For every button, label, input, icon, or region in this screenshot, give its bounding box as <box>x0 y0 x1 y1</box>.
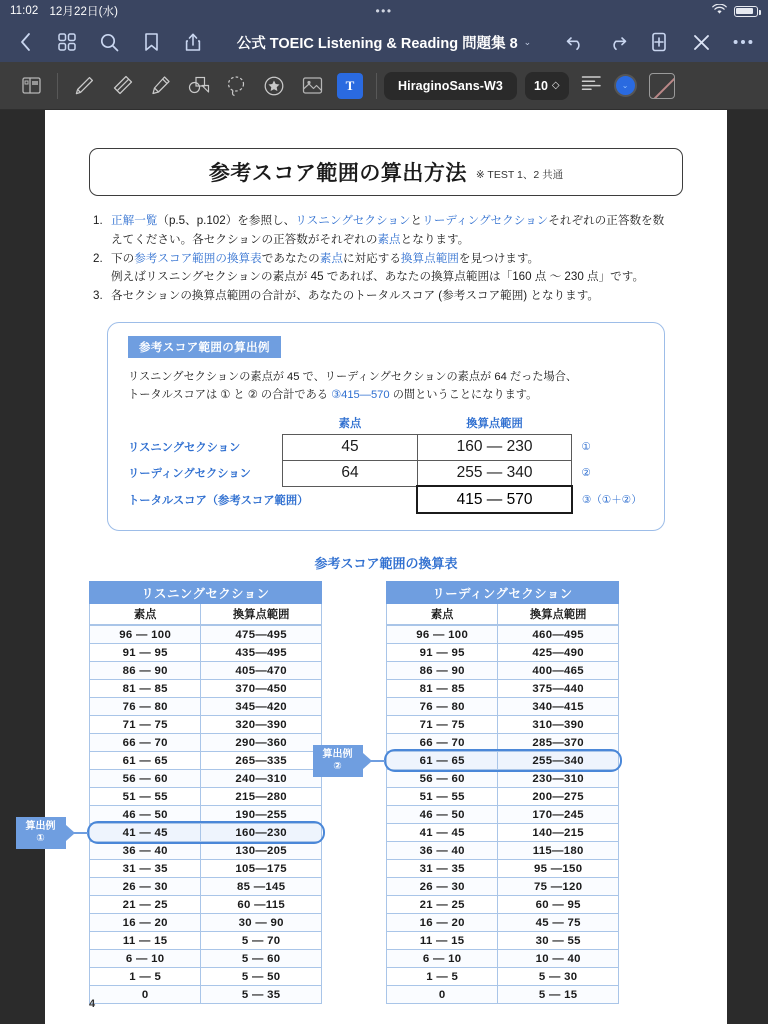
reading-raw-score: 51 — 55 <box>387 788 498 806</box>
reading-row <box>387 788 619 806</box>
document-title[interactable] <box>237 32 531 53</box>
listening-raw-score: 0 <box>90 986 201 1004</box>
listening-raw-score: 41 — 45 <box>90 824 201 842</box>
example-line2-pre: トータルスコアは ① と ② の合計である <box>128 389 332 402</box>
instruction-step-number: 3. <box>93 289 103 303</box>
reading-raw-score: 76 — 80 <box>387 698 498 716</box>
thumbnails-icon[interactable] <box>56 31 78 53</box>
align-left-icon[interactable] <box>581 75 602 96</box>
listening-scaled-range: 85 —145 <box>201 878 322 896</box>
reading-row <box>387 842 619 860</box>
instruction-line <box>111 250 683 269</box>
more-icon[interactable] <box>732 31 754 53</box>
reading-row <box>387 734 619 752</box>
status-bar-center: ••• <box>375 4 393 18</box>
listening-raw-score: 81 — 85 <box>90 680 201 698</box>
page-title-note: ※ TEST 1、2 共通 <box>475 169 564 181</box>
reading-row <box>387 896 619 914</box>
listening-scaled-range: 5 — 50 <box>201 968 322 986</box>
listening-row <box>90 896 322 914</box>
nav-bar <box>0 22 768 62</box>
example-row-total <box>128 486 644 513</box>
listening-scaled-range: 5 — 35 <box>201 986 322 1004</box>
instruction-text: であなたの <box>261 251 320 265</box>
listening-row <box>90 842 322 860</box>
page-title: 参考スコア範囲の算出方法 <box>208 162 467 185</box>
instruction-text: に対応する <box>342 251 401 265</box>
document-canvas[interactable] <box>0 110 768 1024</box>
listening-raw-score: 26 — 30 <box>90 878 201 896</box>
reading-row <box>387 968 619 986</box>
listening-raw-score: 96 — 100 <box>90 626 201 644</box>
redo-icon[interactable] <box>606 31 628 53</box>
reading-raw-score: 86 — 90 <box>387 662 498 680</box>
reading-scaled-range: 340—415 <box>498 698 619 716</box>
status-bar <box>0 0 768 22</box>
instruction-text: 各セクションの換算点範囲の合計が、あなたのトータルスコア (参考スコア範囲) となります。 <box>111 289 600 303</box>
listening-callout-connector <box>74 832 88 834</box>
reading-raw-score: 11 — 15 <box>387 932 498 950</box>
listening-scaled-range: 475—495 <box>201 626 322 644</box>
example-row-listening <box>128 434 644 460</box>
listening-table <box>89 581 322 1004</box>
instruction-keyword: 素点 <box>377 232 401 246</box>
reading-callout-tag <box>313 745 363 777</box>
listening-row <box>90 698 322 716</box>
instruction-keyword: 換算点範囲 <box>400 251 459 265</box>
listening-raw-score: 46 — 50 <box>90 806 201 824</box>
listening-scaled-range: 190—255 <box>201 806 322 824</box>
reading-row <box>387 914 619 932</box>
conversion-tables <box>25 581 683 1004</box>
example-description <box>128 368 644 405</box>
reading-raw-score: 26 — 30 <box>387 878 498 896</box>
chevron-down-icon[interactable]: ⌄ <box>523 36 532 47</box>
eraser-icon[interactable] <box>103 67 141 105</box>
reading-section-name: リーディングセクション <box>387 582 619 604</box>
listening-scaled-range: 5 — 70 <box>201 932 322 950</box>
listening-row <box>90 662 322 680</box>
reading-row <box>387 860 619 878</box>
listening-raw-score: 56 — 60 <box>90 770 201 788</box>
instruction-line <box>111 212 683 231</box>
example-row-note: ① <box>581 441 591 454</box>
reading-scaled-range: 230—310 <box>498 770 619 788</box>
listening-scaled-range: 345—420 <box>201 698 322 716</box>
instruction-text: となります。 <box>400 232 470 246</box>
example-row-note: ② <box>581 467 591 480</box>
reading-scaled-range: 10 — 40 <box>498 950 619 968</box>
annotation-toolbar <box>0 62 768 110</box>
listening-row <box>90 716 322 734</box>
status-bar-right <box>712 4 758 18</box>
reading-row <box>387 986 619 1004</box>
example-row-label: リスニングセクション <box>128 442 241 455</box>
listening-section-name: リスニングセクション <box>90 582 322 604</box>
instruction-line <box>111 231 683 250</box>
example-row-scaled: 160 — 230 <box>417 434 572 460</box>
image-icon[interactable] <box>293 67 331 105</box>
share-icon[interactable] <box>182 31 204 53</box>
instruction-text: を見つけます。 <box>458 251 540 265</box>
listening-row <box>90 752 322 770</box>
listening-row <box>90 824 322 842</box>
listening-scaled-range: 265—335 <box>201 752 322 770</box>
reading-scaled-range: 375—440 <box>498 680 619 698</box>
listening-scaled-range: 130—205 <box>201 842 322 860</box>
instruction-step-body <box>111 250 683 288</box>
instruction-text: （p.5、p.102）を参照し、 <box>157 214 296 227</box>
reading-row <box>387 662 619 680</box>
listening-raw-score: 66 — 70 <box>90 734 201 752</box>
reading-col-raw: 素点 <box>387 604 498 625</box>
reading-scaled-range: 45 — 75 <box>498 914 619 932</box>
reading-raw-score: 96 — 100 <box>387 626 498 644</box>
highlighter-icon[interactable] <box>141 67 179 105</box>
listening-row <box>90 788 322 806</box>
reading-raw-score: 36 — 40 <box>387 842 498 860</box>
example-row-raw: 45 <box>283 434 417 460</box>
reading-scaled-range: 30 — 55 <box>498 932 619 950</box>
reading-raw-score: 31 — 35 <box>387 860 498 878</box>
listening-row <box>90 932 322 950</box>
instruction-text: えてください。各セクションの正答数がそれぞれの <box>111 232 378 246</box>
instruction-text: と <box>410 214 423 227</box>
listening-section-header-row <box>90 582 322 604</box>
instruction-keyword: 素点 <box>319 251 343 265</box>
listening-raw-score: 31 — 35 <box>90 860 201 878</box>
listening-raw-score: 21 — 25 <box>90 896 201 914</box>
close-icon[interactable] <box>690 31 712 53</box>
example-row-label: リーディングセクション <box>128 468 251 481</box>
listening-scaled-range: 30 — 90 <box>201 914 322 932</box>
instruction-line <box>111 268 683 287</box>
reading-raw-score: 41 — 45 <box>387 824 498 842</box>
instruction-step-number: 1. <box>93 214 103 227</box>
example-panel <box>107 322 665 531</box>
instruction-list <box>89 212 683 306</box>
reading-scaled-range: 200—275 <box>498 788 619 806</box>
listening-row <box>90 734 322 752</box>
instruction-keyword: 参考スコア範囲の換算表 <box>134 251 262 265</box>
reading-scaled-range: 425—490 <box>498 644 619 662</box>
listening-raw-score: 61 — 65 <box>90 752 201 770</box>
listening-raw-score: 86 — 90 <box>90 662 201 680</box>
listening-scaled-range: 60 —115 <box>201 896 322 914</box>
listening-row <box>90 860 322 878</box>
reading-scaled-range: 5 — 30 <box>498 968 619 986</box>
callout-label: 算出例 <box>25 820 56 832</box>
instruction-step-number: 2. <box>93 251 103 265</box>
document-title-text: 公式 TOEIC Listening & Reading 問題集 8 <box>236 35 518 52</box>
example-col-raw: 素点 <box>338 417 362 430</box>
reading-scaled-range: 170—245 <box>498 806 619 824</box>
instruction-text: 下の <box>111 251 135 265</box>
undo-icon[interactable] <box>564 31 586 53</box>
listening-scaled-range: 405—470 <box>201 662 322 680</box>
reading-row <box>387 644 619 662</box>
listening-table-body <box>89 625 322 1004</box>
instruction-line <box>111 287 683 306</box>
reading-row <box>387 698 619 716</box>
listening-scaled-range: 290—360 <box>201 734 322 752</box>
text-tool-label[interactable]: T <box>337 73 363 99</box>
font-size-value: 10 <box>534 78 548 93</box>
battery-icon <box>734 6 758 17</box>
listening-scaled-range: 105—175 <box>201 860 322 878</box>
listening-raw-score: 16 — 20 <box>90 914 201 932</box>
sticker-icon[interactable] <box>255 67 293 105</box>
listening-row <box>90 626 322 644</box>
example-table-header-row <box>128 415 644 435</box>
reading-scaled-range: 115—180 <box>498 842 619 860</box>
reading-scaled-range: 95 —150 <box>498 860 619 878</box>
instruction-text: 例えばリスニングセクションの素点が 45 であれば、あなたの換算点範囲は「160 点 〜 230 点」です。 <box>111 270 645 284</box>
listening-row <box>90 806 322 824</box>
listening-callout-tag <box>16 817 66 849</box>
listening-row <box>90 878 322 896</box>
listening-raw-score: 36 — 40 <box>90 842 201 860</box>
status-bar-left <box>10 3 118 19</box>
chevron-down-icon: ⌄ <box>621 81 629 90</box>
reading-raw-score: 81 — 85 <box>387 680 498 698</box>
bookmark-icon[interactable] <box>140 31 162 53</box>
example-total-value: 415 — 570 <box>417 486 572 513</box>
reading-row <box>387 770 619 788</box>
no-fill-icon[interactable] <box>649 73 675 99</box>
listening-row <box>90 914 322 932</box>
listening-scaled-range: 160—230 <box>201 824 322 842</box>
font-size-stepper[interactable] <box>525 72 569 100</box>
toolbar-divider <box>57 73 58 99</box>
page-number: 4 <box>89 998 96 1010</box>
reading-scaled-range: 310—390 <box>498 716 619 734</box>
reading-row <box>387 680 619 698</box>
instruction-step-body <box>111 287 683 306</box>
example-total-label: トータルスコア（参考スコア範囲） <box>128 495 309 508</box>
reading-raw-score: 91 — 95 <box>387 644 498 662</box>
conversion-title: 参考スコア範囲の換算表 <box>314 556 458 572</box>
reading-row <box>387 950 619 968</box>
example-table <box>128 415 644 515</box>
reading-raw-score: 21 — 25 <box>387 896 498 914</box>
example-line-2 <box>128 386 644 404</box>
add-page-icon[interactable] <box>648 31 670 53</box>
shapes-icon[interactable] <box>179 67 217 105</box>
example-line2-value: 415—570 <box>341 389 390 402</box>
reading-row <box>387 824 619 842</box>
pen-icon[interactable] <box>65 67 103 105</box>
reading-row <box>387 716 619 734</box>
listening-scaled-range: 320—390 <box>201 716 322 734</box>
callout-label: 算出例 <box>322 748 353 760</box>
example-row-raw: 64 <box>283 460 417 486</box>
wifi-icon <box>712 4 727 18</box>
reading-raw-score: 66 — 70 <box>387 734 498 752</box>
reading-scaled-range: 255—340 <box>498 752 619 770</box>
listening-row <box>90 770 322 788</box>
listening-raw-score: 1 — 5 <box>90 968 201 986</box>
listening-column-header-row <box>90 604 322 625</box>
listening-scaled-range: 435—495 <box>201 644 322 662</box>
listening-raw-score: 51 — 55 <box>90 788 201 806</box>
reading-raw-score: 61 — 65 <box>387 752 498 770</box>
instruction-step <box>93 287 683 306</box>
reading-raw-score: 16 — 20 <box>387 914 498 932</box>
page-title-box <box>89 148 683 196</box>
listening-raw-score: 76 — 80 <box>90 698 201 716</box>
reading-scaled-range: 140—215 <box>498 824 619 842</box>
reading-scaled-range: 400—465 <box>498 662 619 680</box>
font-family-selector[interactable]: HiraginoSans-W3 <box>384 72 517 100</box>
listening-col-scaled: 換算点範囲 <box>201 604 322 625</box>
lasso-icon[interactable] <box>217 67 255 105</box>
reading-row <box>387 626 619 644</box>
reading-raw-score: 71 — 75 <box>387 716 498 734</box>
listening-raw-score: 71 — 75 <box>90 716 201 734</box>
reading-table <box>386 581 619 1004</box>
reading-scaled-range: 60 — 95 <box>498 896 619 914</box>
instruction-step <box>93 212 683 250</box>
reading-scaled-range: 5 — 15 <box>498 986 619 1004</box>
reading-scaled-range: 460—495 <box>498 626 619 644</box>
reading-raw-score: 56 — 60 <box>387 770 498 788</box>
back-icon[interactable] <box>14 31 36 53</box>
document-page <box>25 110 727 1024</box>
instruction-keyword: 正解一覧 <box>111 214 158 227</box>
listening-row <box>90 644 322 662</box>
reading-row <box>387 932 619 950</box>
reading-column-header-row <box>387 604 619 625</box>
listening-scaled-range: 215—280 <box>201 788 322 806</box>
callout-number: ① <box>36 833 45 845</box>
listening-raw-score: 11 — 15 <box>90 932 201 950</box>
reading-scaled-range: 285—370 <box>498 734 619 752</box>
reading-row <box>387 878 619 896</box>
listening-row <box>90 680 322 698</box>
listening-raw-score: 6 — 10 <box>90 950 201 968</box>
reading-raw-score: 1 — 5 <box>387 968 498 986</box>
search-icon[interactable] <box>98 31 120 53</box>
status-date: 12月22日(水) <box>49 6 119 18</box>
example-line2-post: の間ということになります。 <box>389 389 538 402</box>
text-color-swatch[interactable] <box>614 74 637 97</box>
example-row-reading <box>128 460 644 486</box>
listening-row <box>90 968 322 986</box>
listening-row <box>90 986 322 1004</box>
reading-raw-score: 46 — 50 <box>387 806 498 824</box>
example-col-scaled: 換算点範囲 <box>466 417 523 430</box>
text-tool-button[interactable] <box>331 67 369 105</box>
reading-raw-score: 6 — 10 <box>387 950 498 968</box>
instruction-step <box>93 250 683 288</box>
listening-scaled-range: 5 — 60 <box>201 950 322 968</box>
instruction-keyword: リーディングセクション <box>422 214 549 227</box>
example-row-scaled: 255 — 340 <box>417 460 572 486</box>
stepper-icon[interactable]: ◇ <box>551 80 560 91</box>
callout-number: ② <box>333 761 342 773</box>
nav-bar-left-icons <box>14 31 204 53</box>
example-total-note: ③（①＋②） <box>581 494 642 507</box>
example-line-1: リスニングセクションの素点が 45 で、リーディングセクションの素点が 64 だった場合、 <box>128 370 578 383</box>
instruction-text: それぞれの正答数を数 <box>548 214 665 227</box>
listening-raw-score: 91 — 95 <box>90 644 201 662</box>
reading-col-scaled: 換算点範囲 <box>498 604 619 625</box>
reading-raw-score: 0 <box>387 986 498 1004</box>
example-line2-marker: ③ <box>331 389 342 402</box>
reading-table-body <box>386 625 619 1004</box>
reading-row <box>387 752 619 770</box>
reading-callout-connector <box>371 760 385 762</box>
page-view-icon[interactable] <box>12 67 50 105</box>
status-time: 11:02 <box>10 5 39 17</box>
reading-scaled-range: 75 —120 <box>498 878 619 896</box>
example-tag: 参考スコア範囲の算出例 <box>128 336 281 358</box>
listening-row <box>90 950 322 968</box>
reading-row <box>387 806 619 824</box>
listening-scaled-range: 370—450 <box>201 680 322 698</box>
instruction-keyword: リスニングセクション <box>295 214 411 227</box>
listening-scaled-range: 240—310 <box>201 770 322 788</box>
reading-section-header-row <box>387 582 619 604</box>
nav-bar-right-icons <box>564 31 754 53</box>
listening-col-raw: 素点 <box>90 604 201 625</box>
instruction-step-body <box>111 212 683 250</box>
toolbar-divider-2 <box>376 73 377 99</box>
